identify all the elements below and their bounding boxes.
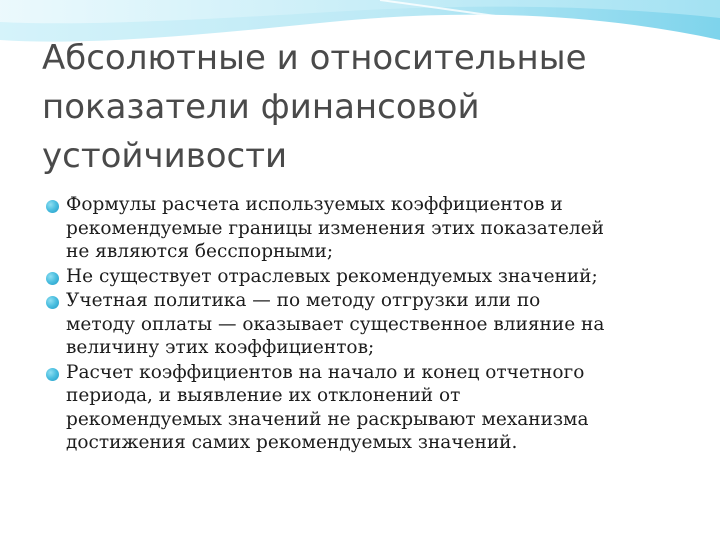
bullet-dot-icon — [46, 200, 59, 213]
bullet-text-line: методу оплаты — оказывает существенное влияние на — [66, 313, 605, 335]
slide-title — [42, 34, 682, 181]
bullet-text-line: величину этих коэффициентов; — [66, 337, 375, 358]
bullet-dot-icon — [46, 272, 59, 285]
bullet-dot-icon — [46, 368, 59, 381]
bullet-text-line: Учетная политика — по методу отгрузки или по — [66, 290, 541, 311]
bullet-text-line: Формулы расчета используемых коэффициентов и — [66, 194, 563, 215]
bullet-item — [46, 265, 696, 289]
bullet-list — [46, 193, 696, 456]
title-line: Абсолютные и относительные — [42, 38, 587, 78]
bullet-item — [46, 289, 696, 360]
bullet-item — [46, 361, 696, 455]
bullet-text-line: Расчет коэффициентов на начало и конец отчетного — [66, 361, 585, 383]
bullet-dot-icon — [46, 296, 59, 309]
bullet-text-line: достижения самих рекомендуемых значений. — [66, 432, 518, 453]
bullet-item — [46, 193, 696, 264]
bullet-text-line: периода, и выявление их отклонений от — [66, 385, 461, 406]
bullet-text-line: рекомендуемых значений не раскрывают механизма — [66, 408, 589, 430]
title-line: устойчивости — [42, 136, 288, 176]
title-line: показатели финансовой — [42, 87, 480, 127]
bullet-text-line: рекомендуемые границы изменения этих показателей — [66, 217, 604, 239]
bullet-text-line: Не существует отраслевых рекомендуемых значений; — [66, 265, 598, 287]
bullet-text-line: не являются бесспорными; — [66, 241, 334, 262]
